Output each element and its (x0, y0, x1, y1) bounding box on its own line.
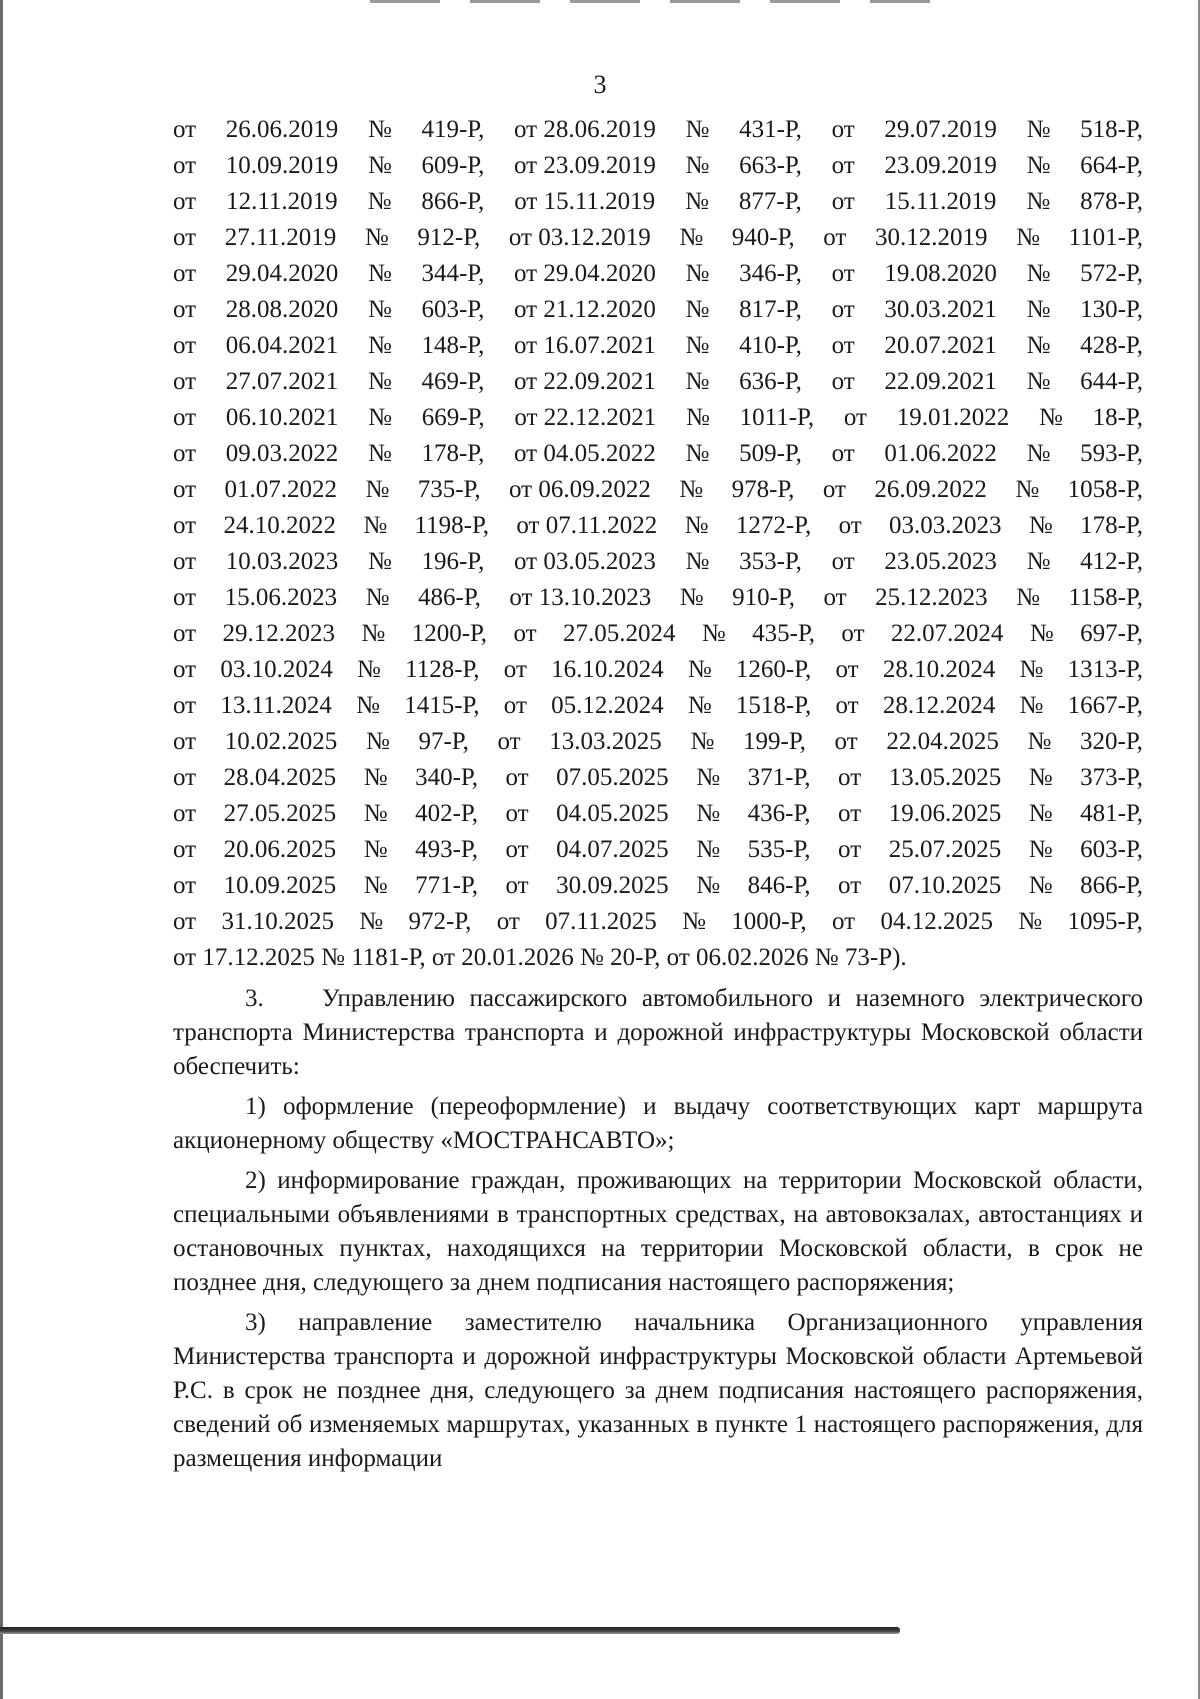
reference-token: 29.07.2019 (884, 116, 997, 143)
reference-token: 972-Р, (408, 908, 472, 935)
reference-token: 31.10.2025 (221, 908, 334, 935)
reference-token: от (173, 188, 197, 215)
reference-token: 518-Р, (1080, 116, 1143, 143)
reference-token: 12.11.2019 (226, 188, 338, 215)
reference-list-line (173, 436, 1143, 472)
reference-token: 04.12.2025 (880, 908, 993, 935)
reference-token: 419-Р, (421, 116, 485, 143)
reference-token: 10.09.2019 (225, 152, 339, 179)
reference-token: № (1026, 116, 1051, 143)
reference-token: № (696, 800, 721, 827)
reference-token: от (822, 476, 846, 503)
reference-token: 28.10.2024 (882, 656, 996, 683)
reference-token: 25.12.2023 (875, 584, 988, 611)
reference-token: 15.11.2019 (884, 188, 997, 215)
reference-list-line (173, 688, 1143, 724)
reference-list-line (173, 328, 1143, 364)
reference-token: № (367, 296, 392, 323)
reference-token: от (505, 800, 529, 827)
reference-token: от (838, 512, 862, 539)
reference-token: от (173, 836, 197, 863)
reference-token: 771-Р, (415, 872, 478, 899)
reference-token: 912-Р, (417, 224, 481, 251)
reference-token: № (679, 224, 704, 251)
reference-token: 01.07.2022 (224, 476, 338, 503)
reference-token: от (831, 296, 855, 323)
reference-token: № (1028, 836, 1053, 863)
reference-token: 412-Р, (1080, 548, 1143, 575)
reference-token: № (367, 116, 392, 143)
reference-token: от 23.09.2019 (514, 152, 656, 179)
reference-token: от (831, 908, 856, 935)
reference-token: 28.12.2024 (882, 692, 996, 719)
reference-token: № (367, 440, 392, 467)
reference-token: № (1028, 800, 1053, 827)
reference-token: 01.06.2022 (884, 440, 997, 467)
scan-top-bleed (370, 0, 930, 3)
reference-token: 178-Р, (421, 440, 485, 467)
reference-token: № (1028, 512, 1053, 539)
reference-token: № (696, 764, 721, 791)
reference-token: № (1019, 692, 1044, 719)
reference-token: 609-Р, (421, 152, 485, 179)
reference-token: 30.09.2025 (556, 872, 669, 899)
reference-token: 846-Р, (747, 872, 811, 899)
reference-token: № (1026, 440, 1051, 467)
reference-token: от (173, 728, 197, 755)
reference-token: 940-Р, (731, 224, 795, 251)
reference-token: 1415-Р, (404, 692, 480, 719)
reference-token: от (823, 584, 847, 611)
reference-token: 435-Р, (752, 620, 815, 647)
reference-token: от 03.12.2019 (508, 224, 651, 251)
reference-token: 817-Р, (739, 296, 802, 323)
reference-token: 1313-Р, (1067, 656, 1143, 683)
reference-token: 1101-Р, (1068, 224, 1143, 251)
reference-token: 493-Р, (415, 836, 478, 863)
reference-token: 199-Р, (743, 728, 806, 755)
reference-token: от 04.05.2022 (514, 440, 656, 467)
reference-token: 07.11.2025 (545, 908, 657, 935)
reference-token: 04.07.2025 (556, 836, 669, 863)
reference-list-line (173, 868, 1143, 904)
reference-token: № (1026, 548, 1051, 575)
reference-token: № (696, 872, 721, 899)
reference-token: 19.08.2020 (884, 260, 997, 287)
reference-token: 04.05.2025 (556, 800, 669, 827)
reference-token: от (496, 908, 520, 935)
reference-list-line (173, 616, 1143, 652)
reference-token: 910-Р, (732, 584, 795, 611)
reference-token: от (841, 620, 865, 647)
reference-token: 344-Р, (421, 260, 485, 287)
reference-token: № (365, 476, 390, 503)
reference-token: от 28.06.2019 (514, 116, 656, 143)
reference-token: от (831, 440, 855, 467)
reference-list-line (173, 364, 1143, 400)
reference-token: 1198-Р, (414, 512, 489, 539)
reference-token: от (831, 116, 855, 143)
reference-token: 509-Р, (739, 440, 802, 467)
reference-token: 1158-Р, (1068, 584, 1143, 611)
reference-token: 07.05.2025 (556, 764, 669, 791)
reference-token: 09.03.2022 (225, 440, 339, 467)
reference-token: 130-Р, (1080, 296, 1143, 323)
reference-token: № (1015, 476, 1040, 503)
reference-token: от (173, 764, 197, 791)
reference-token: 481-Р, (1080, 800, 1143, 827)
reference-token: от (173, 620, 197, 647)
reference-token: № (1016, 224, 1040, 251)
reference-token: 10.09.2025 (223, 872, 337, 899)
reference-token: от (173, 584, 197, 611)
reference-list-line (173, 580, 1143, 616)
document-body (173, 112, 1143, 1476)
reference-token: от (823, 224, 847, 251)
reference-token: от (831, 368, 855, 395)
reference-list-line (173, 832, 1143, 868)
reference-token: 373-Р, (1080, 764, 1143, 791)
reference-token: 28.08.2020 (225, 296, 339, 323)
reference-token: от (831, 188, 855, 215)
reference-token: № (1028, 764, 1053, 791)
reference-token: от 22.09.2021 (514, 368, 656, 395)
reference-token: № (364, 224, 389, 251)
reference-token: № (1026, 152, 1051, 179)
reference-token: от 03.05.2023 (514, 548, 656, 575)
reference-token: № (685, 116, 710, 143)
scan-left-edge (0, 0, 3, 1699)
reference-token: 30.03.2021 (884, 296, 997, 323)
reference-token: 27.07.2021 (225, 368, 339, 395)
reference-token: 669-Р, (421, 404, 485, 431)
reference-token: № (363, 800, 388, 827)
reference-token: № (367, 260, 392, 287)
reference-token: от (505, 872, 529, 899)
reference-token: от 21.12.2020 (514, 296, 656, 323)
reference-token: № (685, 152, 710, 179)
reference-token: 29.12.2023 (222, 620, 336, 647)
reference-token: от (513, 620, 537, 647)
reference-token: 27.11.2019 (224, 224, 337, 251)
reference-token: № (701, 620, 726, 647)
reference-token: от (505, 836, 529, 863)
reference-token: 23.05.2023 (884, 548, 997, 575)
reference-token: 27.05.2025 (223, 800, 337, 827)
reference-token: № (1019, 656, 1044, 683)
reference-token: 486-Р, (418, 584, 481, 611)
reference-token: 469-Р, (421, 368, 485, 395)
reference-token: 24.10.2022 (223, 512, 336, 539)
reference-token: от (173, 152, 197, 179)
reference-token: № (1029, 620, 1054, 647)
reference-token: № (685, 332, 710, 359)
scan-bottom-bar (0, 1627, 900, 1634)
reference-token: № (679, 584, 704, 611)
reference-token: № (1038, 404, 1063, 431)
reference-token: № (361, 620, 386, 647)
reference-token: от (838, 800, 862, 827)
reference-token: от (173, 116, 197, 143)
reference-token: 13.11.2024 (220, 692, 332, 719)
reference-token: от (497, 728, 521, 755)
reference-token: 603-Р, (421, 296, 485, 323)
reference-token: 1200-Р, (411, 620, 488, 647)
reference-list-line (173, 472, 1143, 508)
reference-token: 26.09.2022 (874, 476, 987, 503)
reference-token: 1058-Р, (1067, 476, 1143, 503)
reference-token: 410-Р, (739, 332, 802, 359)
reference-list-line (173, 184, 1143, 220)
reference-token: № (1026, 188, 1051, 215)
reference-list-line (173, 292, 1143, 328)
reference-list-line (173, 508, 1143, 544)
reference-token: 22.04.2025 (886, 728, 999, 755)
reference-token: № (685, 368, 710, 395)
reference-token: 07.10.2025 (888, 872, 1002, 899)
reference-token: от 22.12.2021 (514, 404, 657, 431)
reference-list-line (173, 112, 1143, 148)
reference-token: 1260-Р, (735, 656, 812, 683)
reference-token: № (356, 692, 380, 719)
reference-token: от (173, 548, 197, 575)
reference-token: от (843, 404, 867, 431)
reference-token: 340-Р, (415, 764, 478, 791)
reference-token: от (173, 908, 197, 935)
paragraph-subitem-1: 1) оформление (переоформление) и выдачу соответствующих карт маршрута акционерному обществу «МОСТРАНСАВТО»; (173, 1093, 1143, 1154)
reference-list-line (173, 256, 1143, 292)
reference-token: 1095-Р, (1067, 908, 1143, 935)
reference-token: № (1018, 908, 1043, 935)
reference-list-line (173, 220, 1143, 256)
reference-token: 1000-Р, (731, 908, 807, 935)
reference-token: 06.04.2021 (225, 332, 339, 359)
reference-token: 402-Р, (415, 800, 478, 827)
reference-token: № (687, 692, 712, 719)
reference-token: от (173, 656, 197, 683)
reference-token: № (365, 584, 390, 611)
reference-token: от (503, 692, 527, 719)
reference-list-last-line: от 17.12.2025 № 1181-Р, от 20.01.2026 № 20-Р, от 06.02.2026 № 73-Р). (173, 944, 907, 971)
reference-token: 15.06.2023 (224, 584, 338, 611)
reference-token: от (831, 332, 855, 359)
reference-token: 878-Р, (1080, 188, 1143, 215)
reference-token: 18-Р, (1092, 404, 1143, 431)
paragraph-subitem-3: 3) направление заместителю начальника Организационного управления Министерства транспорта и дорожной инфраструктуры Московской области Артемьевой Р.С. в срок не позднее дня, следующего за днем подписания настоящего распоряжения, сведений об изменяемых маршрутах, указанных в пункте 1 настоящего распоряжения, для размещения информации (173, 1309, 1143, 1472)
reference-token: 1011-Р, (739, 404, 815, 431)
reference-token: 10.03.2023 (225, 548, 339, 575)
reference-token: 10.02.2025 (224, 728, 338, 755)
reference-token: № (1026, 332, 1051, 359)
reference-token: № (1028, 872, 1053, 899)
reference-token: № (684, 512, 709, 539)
reference-token: № (1026, 368, 1051, 395)
reference-token: 97-Р, (418, 728, 469, 755)
reference-token: от (831, 152, 855, 179)
reference-token: № (357, 656, 381, 683)
reference-list-line (173, 760, 1143, 796)
reference-token: 697-Р, (1080, 620, 1143, 647)
reference-list (173, 112, 1143, 940)
reference-token: от (173, 404, 197, 431)
reference-token: от (173, 872, 197, 899)
reference-token: 03.03.2023 (889, 512, 1002, 539)
reference-token: 663-Р, (739, 152, 802, 179)
reference-token: 26.06.2019 (225, 116, 339, 143)
reference-token: 428-Р, (1080, 332, 1143, 359)
reference-token: № (685, 548, 710, 575)
reference-token: от (173, 368, 197, 395)
paragraph-item-3: 3. Управлению пассажирского автомобильного и наземного электрического транспорта Министерства транспорта и дорожной инфраструктуры Московской области обеспечить: (173, 985, 1143, 1080)
reference-token: от 16.07.2021 (514, 332, 656, 359)
reference-token: № (367, 188, 392, 215)
reference-token: № (1026, 260, 1051, 287)
reference-token: 16.10.2024 (551, 656, 664, 683)
reference-list-line (173, 796, 1143, 832)
reference-list-line (173, 400, 1143, 436)
reference-token: 20.06.2025 (223, 836, 337, 863)
reference-token: № (682, 908, 706, 935)
reference-token: 1128-Р, (405, 656, 480, 683)
reference-token: 178-Р, (1080, 512, 1143, 539)
reference-token: 978-Р, (731, 476, 795, 503)
reference-token: 1667-Р, (1067, 692, 1143, 719)
reference-token: № (1016, 584, 1041, 611)
reference-token: № (687, 656, 712, 683)
reference-list-line (173, 652, 1143, 688)
reference-token: 866-Р, (1080, 872, 1143, 899)
reference-token: № (363, 764, 388, 791)
reference-token: от (173, 260, 197, 287)
reference-token: 1518-Р, (735, 692, 812, 719)
reference-token: 877-Р, (738, 188, 802, 215)
reference-token: № (685, 296, 710, 323)
reference-token: № (367, 152, 392, 179)
reference-token: № (685, 188, 709, 215)
reference-token: от 29.04.2020 (514, 260, 656, 287)
reference-token: № (685, 260, 710, 287)
reference-token: 22.07.2024 (890, 620, 1004, 647)
reference-token: 346-Р, (739, 260, 802, 287)
reference-token: 535-Р, (747, 836, 811, 863)
reference-token: 22.09.2021 (884, 368, 997, 395)
reference-list-line (173, 544, 1143, 580)
paragraph-subitem-2: 2) информирование граждан, проживающих на территории Московской области, специальными объявлениями в транспортных средствах, на автовокзалах, автостанциях и остановочных пунктах, находящихся на территории Московской области, в срок не позднее дня, следующего за днем подписания настоящего распоряжения; (173, 1167, 1143, 1296)
reference-token: от (835, 656, 859, 683)
reference-list-line (173, 724, 1143, 760)
reference-token: от (173, 224, 197, 251)
reference-token: от (831, 260, 855, 287)
reference-token: № (690, 728, 715, 755)
reference-token: 03.10.2024 (220, 656, 333, 683)
reference-token: 320-Р, (1080, 728, 1143, 755)
reference-token: 30.12.2019 (874, 224, 988, 251)
reference-token: 19.01.2022 (896, 404, 1010, 431)
reference-token: 431-Р, (739, 116, 802, 143)
reference-token: 436-Р, (747, 800, 811, 827)
reference-token: от (838, 764, 862, 791)
reference-token: № (367, 332, 392, 359)
reference-token: от 15.11.2019 (514, 188, 656, 215)
page-number: 3 (593, 70, 607, 99)
reference-token: № (1027, 728, 1052, 755)
reference-token: 1272-Р, (735, 512, 812, 539)
reference-token: № (679, 476, 704, 503)
reference-token: № (1026, 296, 1051, 323)
reference-token: № (685, 440, 710, 467)
reference-token: 593-Р, (1080, 440, 1143, 467)
reference-token: от (838, 872, 862, 899)
reference-token: 28.04.2025 (223, 764, 337, 791)
reference-token: 866-Р, (421, 188, 485, 215)
reference-token: 148-Р, (421, 332, 485, 359)
reference-token: от (173, 512, 197, 539)
reference-token: от (835, 692, 859, 719)
reference-token: от (173, 800, 197, 827)
reference-token: от 13.10.2023 (509, 584, 652, 611)
reference-token: от (834, 728, 858, 755)
reference-token: 27.05.2024 (562, 620, 676, 647)
reference-token: № (363, 872, 388, 899)
reference-list-line (173, 904, 1143, 940)
reference-token: № (359, 908, 384, 935)
reference-token: № (363, 512, 388, 539)
reference-token: 06.10.2021 (225, 404, 339, 431)
reference-token: от (173, 332, 197, 359)
reference-token: 19.06.2025 (888, 800, 1002, 827)
reference-token: 371-Р, (747, 764, 811, 791)
reference-token: 353-Р, (739, 548, 802, 575)
reference-token: 603-Р, (1080, 836, 1143, 863)
reference-token: 13.05.2025 (888, 764, 1002, 791)
reference-token: 636-Р, (739, 368, 802, 395)
reference-token: № (363, 836, 388, 863)
reference-token: 05.12.2024 (551, 692, 664, 719)
reference-list-line (173, 148, 1143, 184)
reference-token: от (173, 476, 197, 503)
reference-token: от (505, 764, 529, 791)
reference-token: 196-Р, (421, 548, 485, 575)
reference-token: 735-Р, (417, 476, 481, 503)
reference-token: от 07.11.2022 (516, 512, 658, 539)
reference-token: № (686, 404, 710, 431)
reference-token: 25.07.2025 (888, 836, 1002, 863)
reference-token: от (503, 656, 527, 683)
reference-token: № (696, 836, 721, 863)
reference-token: от (838, 836, 862, 863)
reference-token: 572-Р, (1080, 260, 1143, 287)
reference-token: № (367, 548, 392, 575)
reference-token: 664-Р, (1080, 152, 1143, 179)
reference-token: 20.07.2021 (884, 332, 997, 359)
reference-token: № (368, 404, 392, 431)
reference-token: № (367, 368, 392, 395)
reference-token: от (173, 296, 197, 323)
reference-token: 23.09.2019 (884, 152, 997, 179)
reference-token: от 06.09.2022 (509, 476, 651, 503)
reference-token: от (173, 692, 197, 719)
reference-token: от (173, 440, 197, 467)
reference-token: 29.04.2020 (225, 260, 339, 287)
reference-token: 13.03.2025 (549, 728, 662, 755)
reference-token: 644-Р, (1080, 368, 1143, 395)
reference-token: № (365, 728, 390, 755)
reference-token: от (831, 548, 855, 575)
